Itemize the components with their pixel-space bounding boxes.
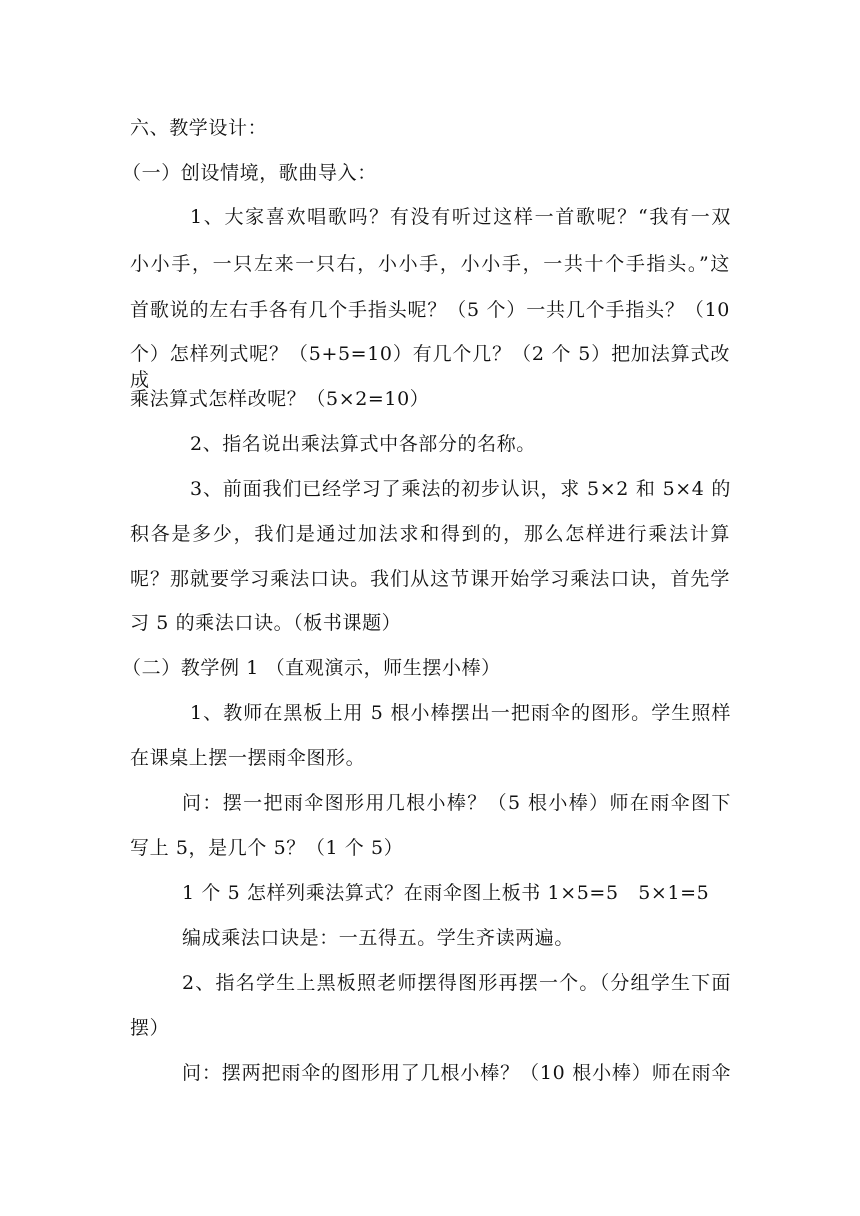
paragraph-line: 习 5 的乘法口诀。（板书课题） — [130, 612, 402, 634]
paragraph-line: 呢？那就要学习乘法口诀。我们从这节课开始学习乘法口诀，首先学 — [130, 568, 730, 590]
paragraph-line: 写上 5，是几个 5？（1 个 5） — [130, 837, 404, 859]
subsection-heading: （二）教学例 1 （直观演示，师生摆小棒） — [122, 657, 501, 679]
paragraph-line: 3、前面我们已经学习了乘法的初步认识，求 5×2 和 5×4 的 — [190, 478, 731, 500]
section-heading: 六、教学设计： — [130, 117, 268, 139]
paragraph-line: 摆） — [130, 1017, 170, 1039]
paragraph-line: 1 个 5 怎样列乘法算式？在雨伞图上板书 1×5=5 5×1=5 — [182, 882, 710, 904]
paragraph-line: 个）怎样列式呢？（5+5=10）有几个几？（2 个 5）把加法算式改成 — [130, 343, 730, 391]
paragraph-line: 乘法算式怎样改呢？（5×2=10） — [130, 388, 430, 410]
paragraph-line: 积各是多少，我们是通过加法求和得到的，那么怎样进行乘法计算 — [130, 523, 730, 545]
paragraph-line: 首歌说的左右手各有几个手指头呢？（5 个）一共几个手指头？（10 — [130, 299, 730, 321]
paragraph-line: 1、大家喜欢唱歌吗？有没有听过这样一首歌呢？“我有一双 — [190, 206, 731, 228]
paragraph-line: 小小手，一只左来一只右，小小手，小小手，一共十个手指头。”这 — [130, 253, 730, 275]
paragraph-line: 问：摆两把雨伞的图形用了几根小棒？（10 根小棒）师在雨伞 — [182, 1062, 731, 1084]
paragraph-line: 1、教师在黑板上用 5 根小棒摆出一把雨伞的图形。学生照样 — [190, 702, 731, 724]
paragraph-line: 编成乘法口诀是：一五得五。学生齐读两遍。 — [182, 927, 575, 949]
paragraph-line: 问：摆一把雨伞图形用几根小棒？（5 根小棒）师在雨伞图下 — [182, 792, 731, 814]
paragraph-line: 2、指名学生上黑板照老师摆得图形再摆一个。（分组学生下面 — [182, 972, 731, 994]
subsection-heading: （一）创设情境，歌曲导入： — [122, 162, 377, 184]
paragraph-line: 在课桌上摆一摆雨伞图形。 — [130, 747, 366, 769]
paragraph-line: 2、指名说出乘法算式中各部分的名称。 — [190, 433, 536, 455]
